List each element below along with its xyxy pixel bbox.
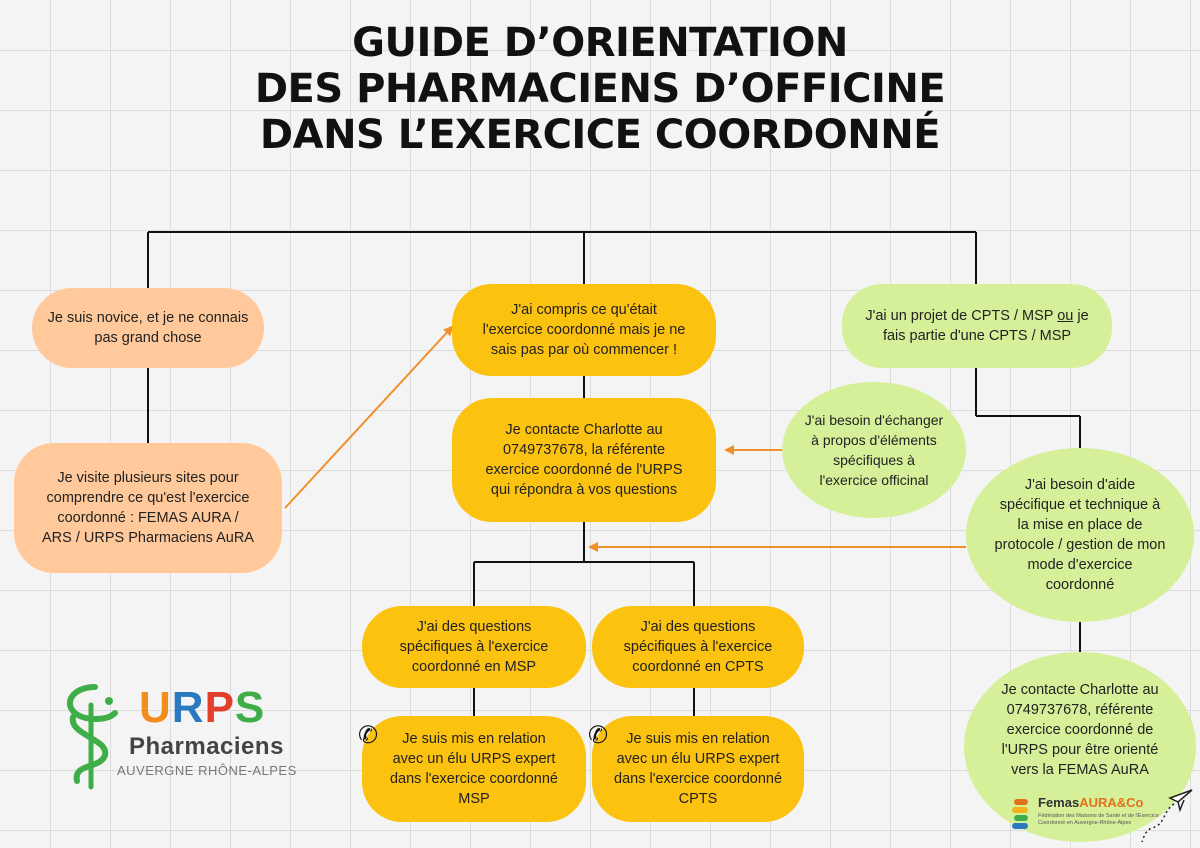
box-novice-text: Je suis novice, et je ne connais pas grand chose — [47, 310, 249, 346]
box-besoin-echanger-text: J'ai besoin d'échanger à propos d'éléments spécifiques à l'exercice officinal — [804, 412, 944, 488]
box-visite-text: Je visite plusieurs sites pour comprendre ce qu'est l'exercice coordonné : FEMAS AURA / ARS / URPS Pharmaciens AuRA — [42, 470, 254, 546]
title-line-2: DES PHARMACIENS D’OFFICINE — [254, 66, 946, 112]
box-novice — [32, 288, 264, 368]
box-contacte-1-text: Je contacte Charlotte au 0749737678, la référente exercice coordonné de l'URPS qui répondra à vos questions — [485, 422, 683, 498]
projet-pre-text: J'ai un projet de CPTS / MSP — [865, 308, 1058, 324]
urps-letter-r: R — [171, 683, 205, 732]
box-compris-text: J'ai compris ce qu'était l'exercice coordonné mais je ne sais pas par où commencer ! — [482, 302, 686, 358]
box-relation-cpts — [592, 716, 804, 822]
urps-pharmaciens: Pharmaciens — [129, 733, 284, 760]
box-projet — [842, 284, 1112, 368]
box-questions-cpts-text: J'ai des questions spécifiques à l'exercice coordonné en CPTS — [623, 619, 773, 675]
paper-plane-icon — [1140, 784, 1200, 844]
box-visite — [14, 443, 282, 573]
box-besoin-echanger — [782, 382, 966, 518]
box-relation-msp-text: Je suis mis en relation avec un élu URPS expert dans l'exercice coordonné MSP — [389, 731, 558, 807]
box-besoin-aide-text: J'ai besoin d'aide spécifique et technique à la mise en place de protocole / gestion de mon mode d'exercice coordonné — [994, 477, 1166, 593]
title-line-3: DANS L’EXERCICE COORDONNÉ — [259, 112, 941, 158]
box-contacte-2-text: Je contacte Charlotte au 0749737678, référente exercice coordonné de l'URPS pour être orienté vers la FEMAS AuRA — [1001, 682, 1159, 778]
box-questions-cpts — [592, 606, 804, 688]
box-besoin-aide — [966, 448, 1194, 622]
box-contacte-1 — [452, 398, 716, 522]
title-line-1: GUIDE D’ORIENTATION — [352, 20, 848, 66]
box-relation-cpts-text: Je suis mis en relation avec un élu URPS expert dans l'exercice coordonné CPTS — [614, 731, 783, 807]
projet-ou-text: ou — [1057, 308, 1074, 324]
urps-letter-s: S — [234, 683, 266, 732]
urps-letter-p: P — [204, 683, 235, 732]
phone-icon: ✆ — [358, 722, 379, 749]
femas-description: Fédération des Maisons de Santé et de l'Exercice Coordonné en Auvergne-Rhône-Alpes — [1038, 813, 1159, 826]
phone-icon: ✆ — [588, 722, 609, 749]
urps-letter-u: U — [139, 683, 172, 732]
femas-name — [1038, 795, 1143, 810]
urps-region: AUVERGNE RHÔNE-ALPES — [117, 763, 297, 778]
box-compris — [452, 284, 716, 376]
urps-word — [139, 683, 265, 733]
femas-name-main: Femas — [1038, 795, 1080, 810]
box-relation-msp — [362, 716, 586, 822]
arrow-visite-compris — [285, 327, 452, 508]
box-projet-text — [862, 306, 1092, 346]
femas-logo-icon — [1010, 797, 1034, 837]
box-questions-msp-text: J'ai des questions spécifiques à l'exercice coordonné en MSP — [399, 619, 549, 675]
femas-name-accent: AURA&Co — [1079, 795, 1144, 810]
projet-post-text: je fais partie d'une CPTS / MSP — [882, 308, 1089, 344]
urps-logo — [55, 683, 305, 793]
box-questions-msp — [362, 606, 586, 688]
